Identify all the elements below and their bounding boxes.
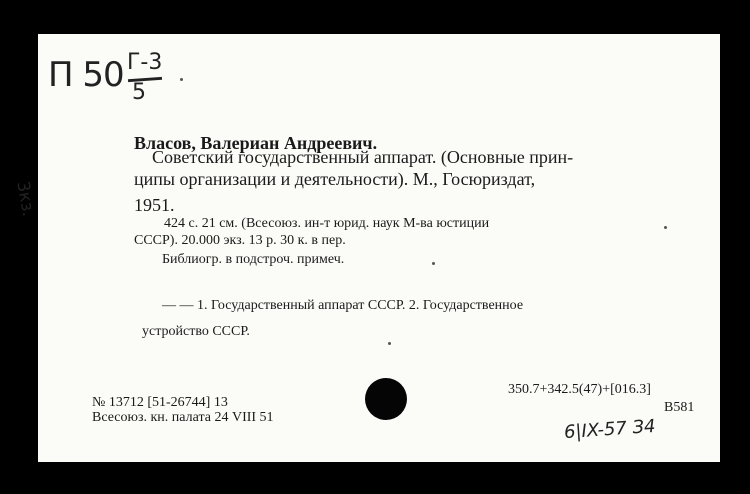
margin-note: 3кз. <box>12 179 39 219</box>
call-number-numerator: Г-3 <box>127 50 163 75</box>
subject-line-2: устройство СССР. <box>142 324 250 339</box>
description-line-2: СССР). 20.000 экз. 13 р. 30 к. в пер. <box>134 233 346 248</box>
subject-line-1: — — 1. Государственный аппарат СССР. 2. Государственное <box>162 298 524 313</box>
speck <box>432 262 435 265</box>
card-number: № 13712 [51-26744] 13 <box>92 395 228 410</box>
classification-code: 350.7+342.5(47)+[016.3] <box>508 382 651 397</box>
title-line-2: ципы организации и деятельности). М., Госюриздат, <box>134 169 536 189</box>
speck <box>388 342 391 345</box>
author-heading: Власов, Валериан Андреевич. <box>134 133 378 153</box>
speck <box>664 226 667 229</box>
cutter-code: В581 <box>664 400 695 415</box>
description-line-1: 424 с. 21 см. (Всесоюз. ин-т юрид. наук М-ва юстиции <box>164 216 490 231</box>
handwritten-date: 6|IX-57 З4 <box>563 415 657 444</box>
call-number-main: П 50 <box>48 55 124 95</box>
speck <box>180 78 183 81</box>
title-line-3: 1951. <box>134 195 175 215</box>
title-line-1: Советский государственный аппарат. (Основные прин- <box>152 147 574 167</box>
chamber-stamp: Всесоюз. кн. палата 24 VIII 51 <box>92 410 274 425</box>
punch-hole <box>365 378 407 420</box>
call-number-denominator: 5 <box>132 80 146 105</box>
bibliography-note: Библиогр. в подстроч. примеч. <box>162 252 345 267</box>
